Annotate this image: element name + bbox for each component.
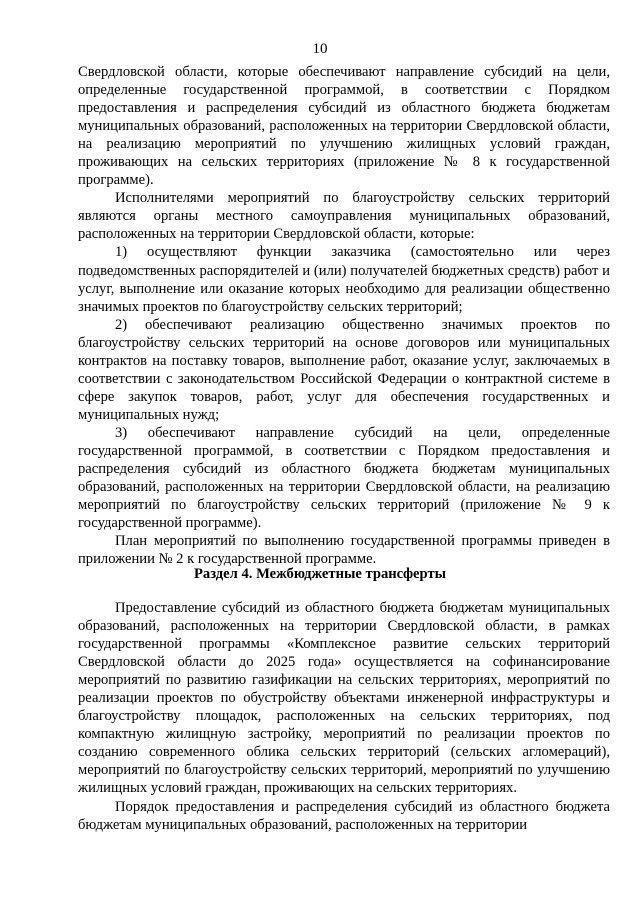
paragraph-subsidies: Предоставление субсидий из областного бюджета бюджетам муниципальных образований, расположенных на территории Свердловской области, в рамках государственной программы «Комплексное развитие сельских территорий Свердловской области до 2025 года» осуществляется на софинансирование мероприятий по развитию газификации на сельских территориях, мероприятий по реализации проектов по обустройству объектами инженерной инфраструктуры и благоустройству площадок, расположенных на сельских территориях, под компактную жилищную застройку, мероприятий по реализации проектов по созданию современного облика сельских территорий (сельских агломераций), мероприятий по благоустройству сельских территорий, мероприятий по улучшению жилищных условий граждан, проживающих на сельских территориях. (78, 600, 610, 797)
body-text-bottom (78, 599, 610, 834)
list-item-3: 3) обеспечивают направление субсидий на цели, определенные государственной программой, в соответствии с Порядком предоставления и распределения субсидий из областного бюджета бюджетам муниципальных образований, расположенных на территории Свердловской области, на реализацию мероприятий по благоустройству сельских территорий (приложение № 9 к государственной программе). (78, 424, 610, 532)
section-heading: Раздел 4. Межбюджетные трансферты (193, 566, 447, 582)
list-item-1: 1) осуществляют функции заказчика (самостоятельно или через подведомственных распорядителей и (или) получателей бюджетных средств) работ и услуг, выполнение или оказание которых необходимо для реализации общественно значимых проектов по благоустройству сельских территорий; (78, 244, 610, 315)
body-text-top (78, 63, 610, 568)
paragraph-executors: Исполнителями мероприятий по благоустройству сельских территорий являются органы местного самоуправления муниципальных образований, расположенных на территории Свердловской области, которые: (78, 190, 610, 243)
list-item-2: 2) обеспечивают реализацию общественно значимых проектов по благоустройству сельских территорий на основе договоров или муниципальных контрактов на поставку товаров, выполнение работ, оказание услуг, заключаемых в соответствии с законодательством Российской Федерации о контрактной системе в сфере закупок товаров, работ, услуг для обеспечения государственных и муниципальных нужд; (78, 316, 610, 423)
paragraph-continuation: Свердловской области, которые обеспечивают направление субсидий на цели, определенные государственной программой, в соответствии с Порядком предоставления и распределения субсидий из областного бюджета бюджетам муниципальных образований, расположенных на территории Свердловской области, на реализацию мероприятий по улучшению жилищных условий граждан, проживающих на сельских территориях (приложение № 8 к государственной программе). (78, 64, 610, 189)
paragraph-procedure: Порядок предоставления и распределения субсидий из областного бюджета бюджетам муниципальных образований, расположенных на территории (78, 798, 610, 833)
paragraph-plan: План мероприятий по выполнению государственной программы приведен в приложении № 2 к государственной программе. (78, 533, 610, 568)
page-number: 10 (312, 41, 328, 57)
